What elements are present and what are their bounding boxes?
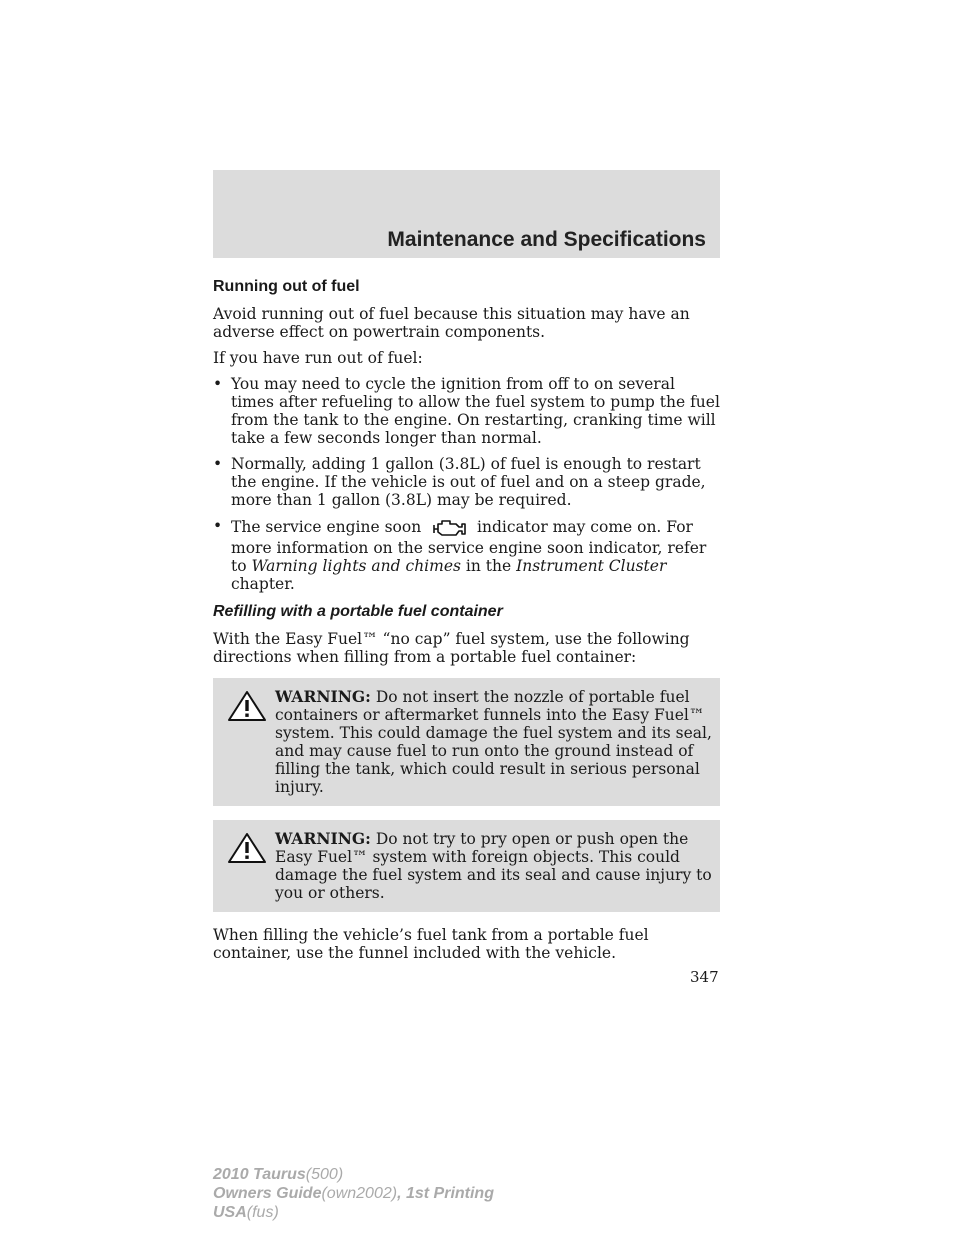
warning-triangle-icon xyxy=(227,690,267,722)
section-title: Maintenance and Specifications xyxy=(387,228,706,251)
list-item xyxy=(213,455,720,509)
paragraph-if-run-out: If you have run out of fuel: xyxy=(213,349,423,367)
footer-guide-code: (own2002) xyxy=(321,1185,398,1202)
bullet-dot: • xyxy=(213,375,223,393)
bullet3-text-a: The service engine soon xyxy=(231,518,422,536)
heading-refilling: Refilling with a portable fuel container xyxy=(213,603,503,620)
footer-model: 2010 Taurus xyxy=(213,1166,306,1183)
warning-box xyxy=(213,820,720,912)
warning-box xyxy=(213,678,720,806)
paragraph-avoid: Avoid running out of fuel because this situation may have an adverse effect on powertrain components. xyxy=(213,305,690,341)
paragraph-funnel: When filling the vehicle’s fuel tank from a portable fuel container, use the funnel included with the vehicle. xyxy=(213,926,649,962)
warning-label: WARNING: xyxy=(275,687,371,706)
bullet-dot: • xyxy=(213,517,223,535)
footer-guide: Owners Guide xyxy=(213,1185,322,1202)
page-content xyxy=(213,278,720,970)
page-number: 347 xyxy=(690,968,719,986)
bullet-text: Normally, adding 1 gallon (3.8L) of fuel is enough to restart the engine. If the vehicle is out of fuel and on a steep grade, more than 1 gallon (3.8L) may be required. xyxy=(231,455,706,509)
bullet3-text-c: in the xyxy=(465,557,512,575)
warning-text xyxy=(275,830,714,902)
footer-market-code: (fus) xyxy=(246,1204,279,1221)
section-header-band xyxy=(213,170,720,258)
bullet-dot: • xyxy=(213,455,223,473)
warning-triangle-icon xyxy=(227,832,267,864)
bullet3-ref-warning-lights: Warning lights and chimes xyxy=(251,557,461,575)
footer-market: USA xyxy=(213,1204,247,1221)
check-engine-icon xyxy=(430,517,468,539)
footer-model-code: (500) xyxy=(305,1166,344,1183)
footer-printing: , 1st Printing xyxy=(397,1185,494,1202)
paragraph-easy-fuel: With the Easy Fuel™ “no cap” fuel system, use the following directions when filling from a portable fuel container: xyxy=(213,630,690,666)
bullet3-ref-instrument-cluster: Instrument Cluster xyxy=(516,557,667,575)
warning-label: WARNING: xyxy=(275,829,371,848)
heading-running-out-of-fuel: Running out of fuel xyxy=(213,278,360,295)
list-item xyxy=(213,517,720,593)
list-item xyxy=(213,375,720,447)
footer-print-info xyxy=(213,1165,494,1222)
warning-text xyxy=(275,688,714,796)
bullet3-text-d: chapter. xyxy=(231,575,295,593)
bullet3-text-b: indicator may come on. For more information on the service engine soon indicator, refer to xyxy=(231,518,707,575)
bullet-text xyxy=(231,517,720,593)
warning-body: Do not try to pry open or push open the Easy Fuel™ system with foreign objects. This could damage the fuel system and its seal and cause injury to you or others. xyxy=(275,830,712,902)
warning-body: Do not insert the nozzle of portable fuel containers or aftermarket funnels into the Easy Fuel™ system. This could damage the fuel system and its seal, and may cause fuel to run onto the ground instead of filling the tank, which could result in serious personal injury. xyxy=(275,688,712,796)
bullet-text: You may need to cycle the ignition from off to on several times after refueling to allow the fuel system to pump the fuel from the tank to the engine. On restarting, cranking time will take a few seconds longer than normal. xyxy=(231,375,720,447)
